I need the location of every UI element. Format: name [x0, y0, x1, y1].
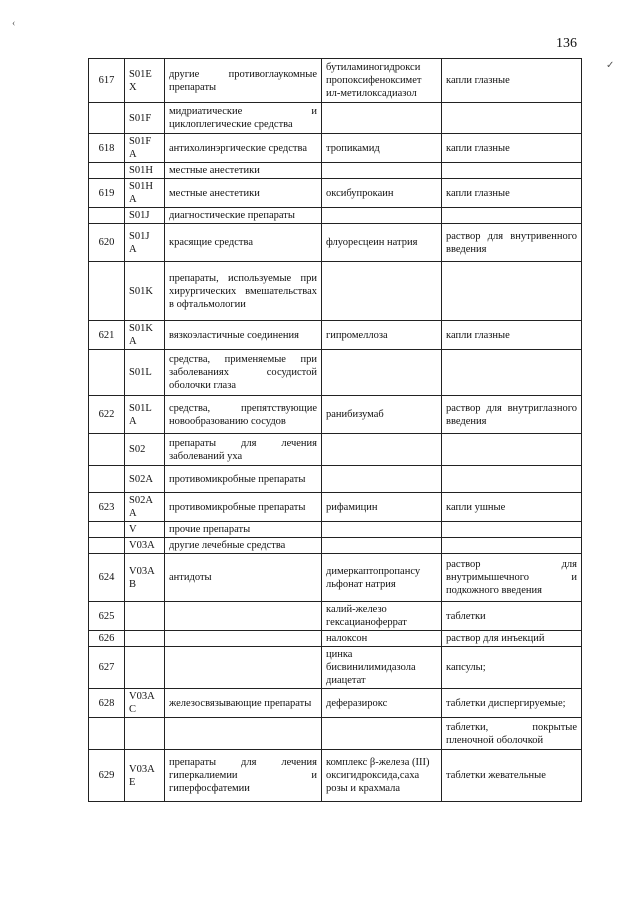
- table-row: [89, 522, 582, 538]
- group-name: средства, применяемые при заболеваниях сосудистой оболочки глаза: [165, 350, 322, 396]
- table-row: [89, 134, 582, 163]
- group-name: мидриатические и циклоплегические средства: [165, 103, 322, 134]
- dosage-form: [442, 163, 582, 179]
- dosage-form: таблетки, покрытые пленочной оболочкой: [442, 718, 582, 750]
- row-number: [89, 163, 125, 179]
- group-name: [165, 647, 322, 689]
- row-number: [89, 208, 125, 224]
- substance-name: оксибупрокаин: [322, 179, 442, 208]
- dosage-form: капли глазные: [442, 179, 582, 208]
- scan-mark: ‹: [12, 18, 16, 29]
- substance-name: [322, 466, 442, 493]
- table-row: [89, 396, 582, 434]
- row-number: [89, 466, 125, 493]
- row-number: 627: [89, 647, 125, 689]
- table-row: [89, 493, 582, 522]
- atc-code: S01H A: [125, 179, 165, 208]
- atc-code: S01L: [125, 350, 165, 396]
- atc-code: S01F: [125, 103, 165, 134]
- group-name: железосвязывающие препараты: [165, 689, 322, 718]
- group-name: антидоты: [165, 554, 322, 602]
- table-row: [89, 321, 582, 350]
- dosage-form: [442, 522, 582, 538]
- row-number: 621: [89, 321, 125, 350]
- atc-code: S02A: [125, 466, 165, 493]
- substance-name: [322, 434, 442, 466]
- substance-name: цинка бисвинилимидазола диацетат: [322, 647, 442, 689]
- substance-name: налоксон: [322, 631, 442, 647]
- substance-name: [322, 522, 442, 538]
- group-name: средства, препятствующие новообразованию сосудов: [165, 396, 322, 434]
- dosage-form: [442, 103, 582, 134]
- drug-table: [88, 58, 582, 802]
- dosage-form: [442, 350, 582, 396]
- row-number: [89, 103, 125, 134]
- substance-name: бутиламиногидрокси пропоксифеноксимет ил-метилоксадиазол: [322, 59, 442, 103]
- atc-code: S01H: [125, 163, 165, 179]
- group-name: препараты, используемые при хирургических вмешательствах в офтальмологии: [165, 262, 322, 321]
- substance-name: тропикамид: [322, 134, 442, 163]
- substance-name: рифамицин: [322, 493, 442, 522]
- substance-name: [322, 262, 442, 321]
- dosage-form: раствор для внутримышечного и подкожного введения: [442, 554, 582, 602]
- table-row: [89, 718, 582, 750]
- dosage-form: [442, 208, 582, 224]
- table-row: [89, 750, 582, 802]
- dosage-form: таблетки жевательные: [442, 750, 582, 802]
- table-row: [89, 103, 582, 134]
- row-number: 628: [89, 689, 125, 718]
- dosage-form: [442, 466, 582, 493]
- row-number: [89, 262, 125, 321]
- substance-name: димеркаптопропансу льфонат натрия: [322, 554, 442, 602]
- substance-name: гипромеллоза: [322, 321, 442, 350]
- atc-code: [125, 647, 165, 689]
- atc-code: V03A: [125, 538, 165, 554]
- atc-code: S01J A: [125, 224, 165, 262]
- row-number: 624: [89, 554, 125, 602]
- atc-code: [125, 718, 165, 750]
- atc-code: V03A E: [125, 750, 165, 802]
- group-name: [165, 631, 322, 647]
- atc-code: V03A B: [125, 554, 165, 602]
- substance-name: калий-железо гексацианоферрат: [322, 602, 442, 631]
- substance-name: деферазирокс: [322, 689, 442, 718]
- row-number: 619: [89, 179, 125, 208]
- row-number: [89, 434, 125, 466]
- group-name: диагностические препараты: [165, 208, 322, 224]
- atc-code: S01L A: [125, 396, 165, 434]
- atc-code: S01J: [125, 208, 165, 224]
- row-number: 622: [89, 396, 125, 434]
- row-number: [89, 718, 125, 750]
- row-number: 629: [89, 750, 125, 802]
- table-row: [89, 350, 582, 396]
- substance-name: [322, 350, 442, 396]
- substance-name: комплекс β-железа (III) оксигидроксида,саха розы и крахмала: [322, 750, 442, 802]
- table-row: [89, 689, 582, 718]
- group-name: красящие средства: [165, 224, 322, 262]
- row-number: 620: [89, 224, 125, 262]
- dosage-form: раствор для внутривенного введения: [442, 224, 582, 262]
- group-name: местные анестетики: [165, 179, 322, 208]
- group-name: [165, 718, 322, 750]
- dosage-form: таблетки диспергируемые;: [442, 689, 582, 718]
- group-name: [165, 602, 322, 631]
- dosage-form: капли глазные: [442, 59, 582, 103]
- table-row: [89, 602, 582, 631]
- dosage-form: капли ушные: [442, 493, 582, 522]
- dosage-form: раствор для инъекций: [442, 631, 582, 647]
- row-number: 623: [89, 493, 125, 522]
- row-number: 626: [89, 631, 125, 647]
- table-row: [89, 554, 582, 602]
- table-row: [89, 631, 582, 647]
- dosage-form: капсулы;: [442, 647, 582, 689]
- table-row: [89, 208, 582, 224]
- table-row: [89, 179, 582, 208]
- atc-code: V03A C: [125, 689, 165, 718]
- atc-code: V: [125, 522, 165, 538]
- scan-mark: ✓: [606, 60, 615, 71]
- atc-code: S01K A: [125, 321, 165, 350]
- substance-name: ранибизумаб: [322, 396, 442, 434]
- dosage-form: [442, 262, 582, 321]
- substance-name: [322, 103, 442, 134]
- substance-name: [322, 718, 442, 750]
- table-row: [89, 262, 582, 321]
- substance-name: [322, 163, 442, 179]
- group-name: противомикробные препараты: [165, 493, 322, 522]
- dosage-form: [442, 538, 582, 554]
- group-name: вязкоэластичные соединения: [165, 321, 322, 350]
- row-number: 618: [89, 134, 125, 163]
- dosage-form: [442, 434, 582, 466]
- dosage-form: раствор для внутриглазного введения: [442, 396, 582, 434]
- row-number: [89, 522, 125, 538]
- group-name: другие противоглаукомные препараты: [165, 59, 322, 103]
- group-name: препараты для лечения гиперкалиемии и гиперфосфатемии: [165, 750, 322, 802]
- atc-code: [125, 602, 165, 631]
- atc-code: S02A A: [125, 493, 165, 522]
- group-name: другие лечебные средства: [165, 538, 322, 554]
- atc-code: S01F A: [125, 134, 165, 163]
- dosage-form: капли глазные: [442, 321, 582, 350]
- table-row: [89, 538, 582, 554]
- group-name: антихолинэргические средства: [165, 134, 322, 163]
- row-number: [89, 350, 125, 396]
- dosage-form: таблетки: [442, 602, 582, 631]
- substance-name: [322, 208, 442, 224]
- row-number: 617: [89, 59, 125, 103]
- table-row: [89, 59, 582, 103]
- group-name: прочие препараты: [165, 522, 322, 538]
- row-number: 625: [89, 602, 125, 631]
- atc-code: S02: [125, 434, 165, 466]
- page-number: 136: [556, 36, 577, 51]
- row-number: [89, 538, 125, 554]
- atc-code: S01E X: [125, 59, 165, 103]
- atc-code: [125, 631, 165, 647]
- table-row: [89, 647, 582, 689]
- substance-name: флуоресцеин натрия: [322, 224, 442, 262]
- group-name: местные анестетики: [165, 163, 322, 179]
- group-name: препараты для лечения заболеваний уха: [165, 434, 322, 466]
- table-row: [89, 434, 582, 466]
- table-row: [89, 163, 582, 179]
- substance-name: [322, 538, 442, 554]
- table-row: [89, 466, 582, 493]
- table-row: [89, 224, 582, 262]
- dosage-form: капли глазные: [442, 134, 582, 163]
- atc-code: S01K: [125, 262, 165, 321]
- group-name: противомикробные препараты: [165, 466, 322, 493]
